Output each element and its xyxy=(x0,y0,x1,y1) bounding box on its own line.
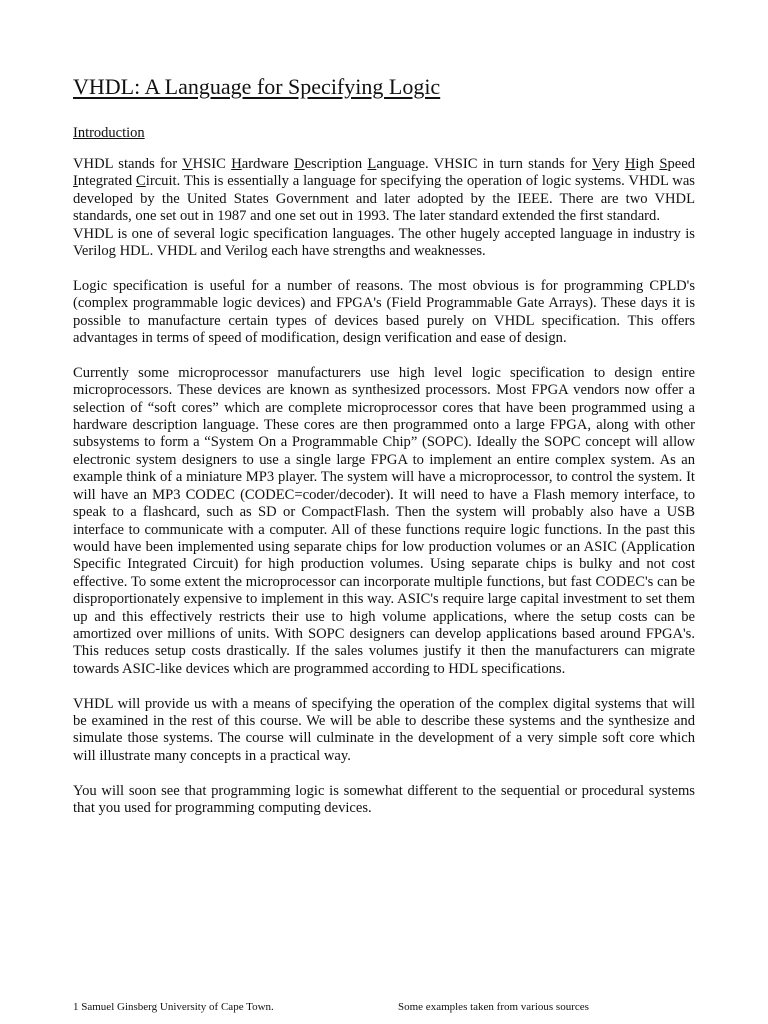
paragraph-4: Currently some microprocessor manufacturers use high level logic specification to design entire microprocessors. These devices are known as synthesized processors. Most FPGA vendors now offer a selection of “soft cores” which are complete microprocessor cores that have been programmed using a hardware description language. These cores are then programmed onto a large FPGA, along with other subsystems to form a “System On a Programmable Chip” (SOPC). Ideally the SOPC concept will allow electronic system designers to use a single large FPGA to implement an entire complex system. As an example think of a miniature MP3 player. The system will have a microprocessor, to control the system. It will have an MP3 CODEC (CODEC=coder/decoder). It will need to have a Flash memory interface, to speak to a flashcard, such as SD or CompactFlash. Then the system will probably also have a USB interface to communicate with a computer. All of these functions require logic functions. In the past this would have been implemented using separate chips for low production volumes or an ASIC (Application Specific Integrated Circuit) for high production volumes. Using separate chips is bulky and not cost effective. To some extent the microprocessor can incorporate multiple functions, but fast CODEC's can be disproportionately expensive to implement in this way. ASIC's require large capital investment to set them up and this effectively restricts their use to high volume applications, where the setup costs can be amortized over millions of units. With SOPC designers can develop applications based around FPGA's. This reduces setup costs drastically. If the sales volumes justify it then the manufacturers can migrate towards ASIC-like devices which are programmed according to HDL specifications. xyxy=(73,364,695,677)
paragraph-6: You will soon see that programming logic is somewhat different to the sequential or procedural systems that you used for programming computing devices. xyxy=(73,782,695,816)
body-text xyxy=(73,156,695,817)
page-title: VHDL: A Language for Specifying Logic xyxy=(73,74,441,99)
paragraph-3: Logic specification is useful for a number of reasons. The most obvious is for programming CPLD's (complex programmable logic devices) and FPGA's (Field Programmable Gate Arrays). These days it is possible to manufacture certain types of devices based purely on VHDL specification. This offers advantages in terms of speed of modification, design verification and ease of design. xyxy=(73,277,695,347)
paragraph-1: VHDL stands for VHSIC Hardware Description Language. VHSIC in turn stands for Very High Speed Integrated Circuit. This is essentially a language for specifying the operation of logic systems. VHDL was developed by the United States Government and later adopted by the IEEE. There are two VHDL standards, one set out in 1987 and one set out in 1993. The later standard extended the first standard. xyxy=(73,156,695,225)
footer-left: 1 Samuel Ginsberg University of Cape Town. xyxy=(73,1001,274,1013)
paragraph-2: VHDL is one of several logic specification languages. The other hugely accepted language in industry is Verilog HDL. VHDL and Verilog each have strengths and weaknesses. xyxy=(73,225,695,260)
section-heading-introduction: Introduction xyxy=(73,125,145,141)
paragraph-5: VHDL will provide us with a means of specifying the operation of the complex digital systems that will be examined in the rest of this course. We will be able to describe these systems and the synthesize and simulate those systems. The course will culminate in the development of a very simple soft core which will illustrate many concepts in a practical way. xyxy=(73,695,695,764)
footer-right: Some examples taken from various sources xyxy=(398,1001,589,1013)
